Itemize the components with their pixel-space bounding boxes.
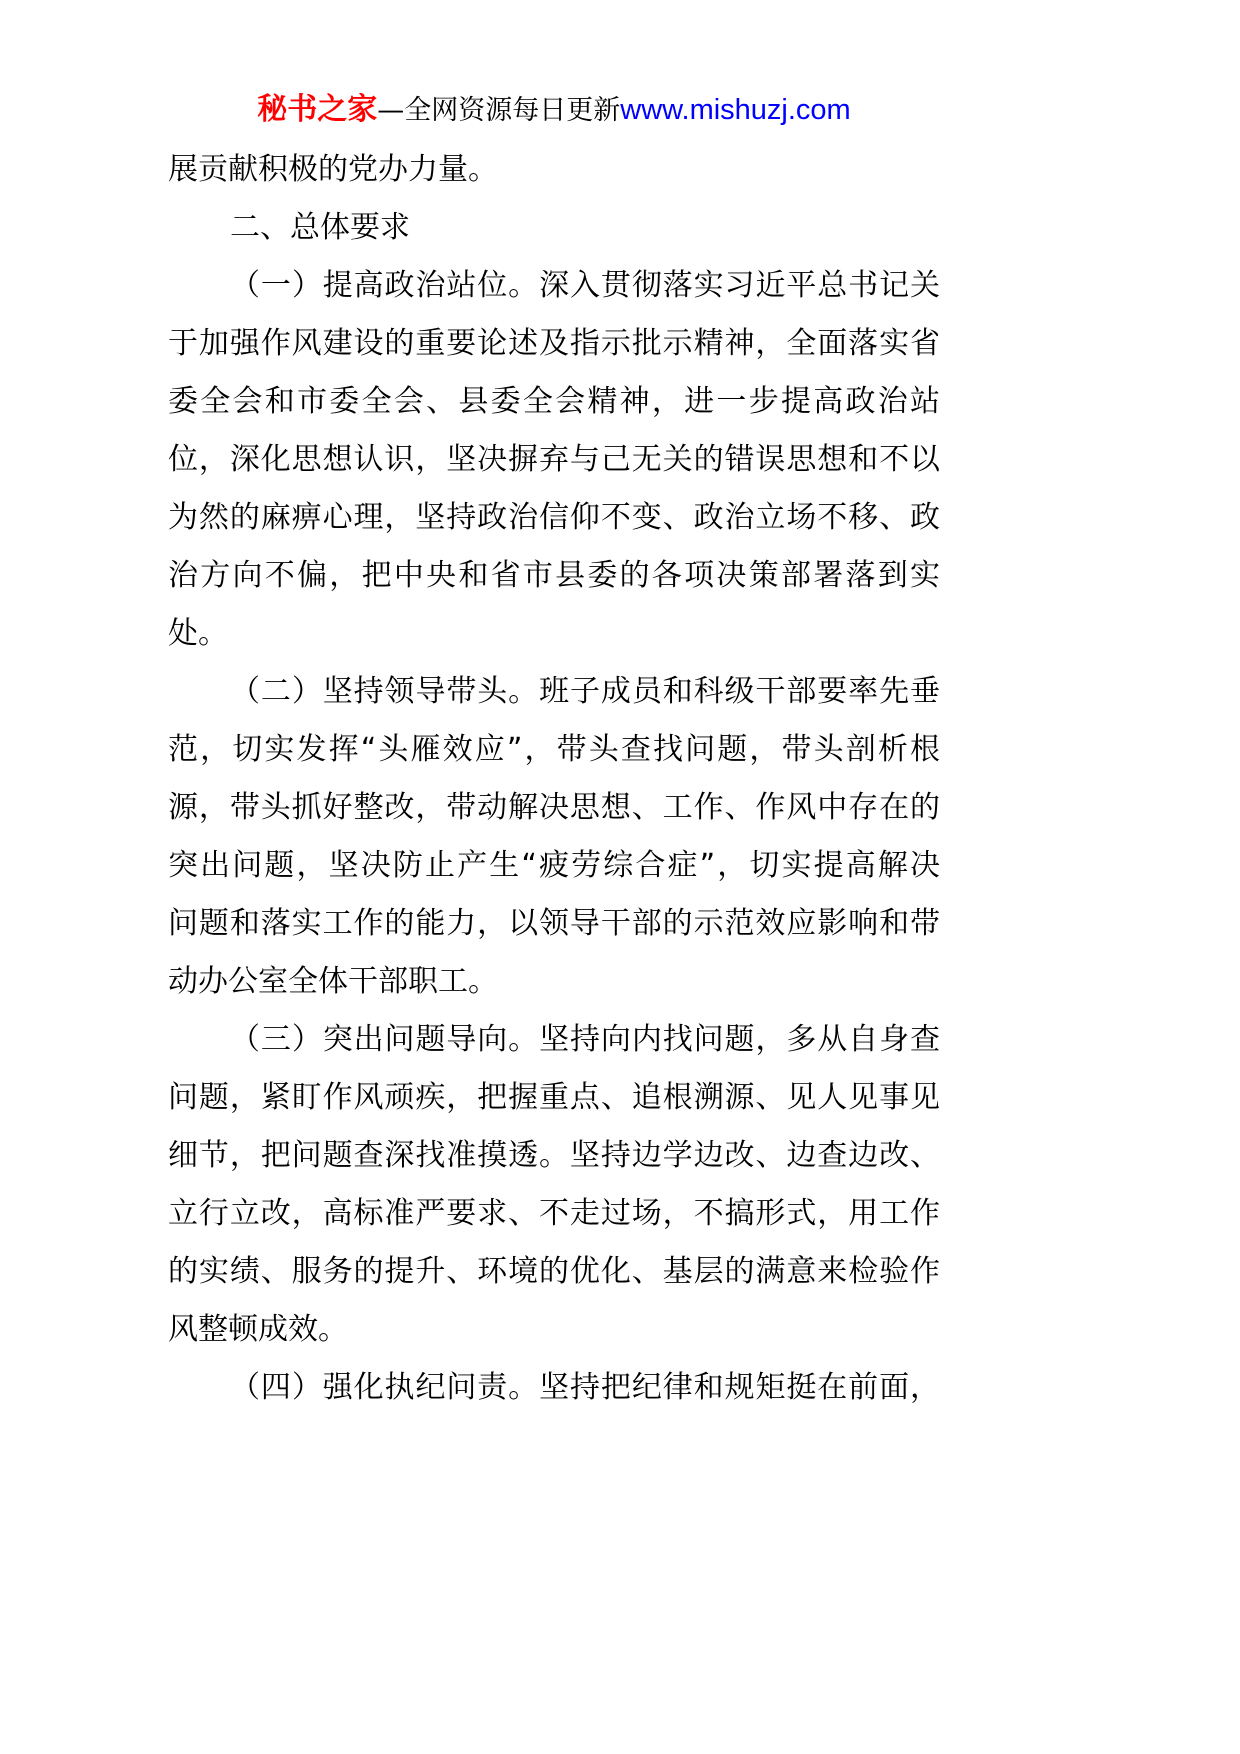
- site-brand: 秘书之家: [257, 92, 378, 127]
- requirement-item-1: [168, 257, 940, 663]
- text-line: （四）强化执纪问责。坚持把纪律和规矩挺在前面，: [230, 1370, 940, 1405]
- text-line: （二）坚持领导带头。班子成员和科级干部要率先垂: [230, 674, 940, 709]
- text-line: 风整顿成效。: [168, 1312, 348, 1347]
- requirement-item-3: [168, 1011, 940, 1359]
- text-line: 位，深化思想认识，坚决摒弃与己无关的错误思想和不以: [168, 442, 940, 477]
- site-url-link[interactable]: www.mishuzj.com: [620, 94, 851, 126]
- text-line: 的实绩、服务的提升、环境的优化、基层的满意来检验作: [168, 1254, 940, 1289]
- text-line: 为然的麻痹心理，坚持政治信仰不变、政治立场不移、政: [168, 500, 940, 535]
- site-tagline: —全网资源每日更新: [377, 95, 621, 126]
- paragraph-continued: [168, 141, 940, 199]
- text-line: 问题和落实工作的能力，以领导干部的示范效应影响和带: [168, 906, 940, 941]
- text-line: 委全会和市委全会、县委全会精神，进一步提高政治站: [168, 384, 940, 419]
- requirement-item-4: [168, 1359, 940, 1417]
- site-header: [168, 88, 940, 132]
- text-line: 细节，把问题查深找准摸透。坚持边学边改、边查边改、: [168, 1138, 940, 1173]
- requirement-item-2: [168, 663, 940, 1011]
- text-line: （一）提高政治站位。深入贯彻落实习近平总书记关: [230, 268, 940, 303]
- text-line: 于加强作风建设的重要论述及指示批示精神，全面落实省: [168, 326, 940, 361]
- text-line: 源，带头抓好整改，带动解决思想、工作、作风中存在的: [168, 790, 940, 825]
- text-line: 问题，紧盯作风顽疾，把握重点、追根溯源、见人见事见: [168, 1080, 940, 1115]
- section-heading: [168, 199, 940, 257]
- text-line: 治方向不偏，把中央和省市县委的各项决策部署落到实: [168, 558, 940, 593]
- text-line: 突出问题，坚决防止产生“疲劳综合症”，切实提高解决: [168, 848, 940, 883]
- section-heading-text: 二、总体要求: [230, 210, 410, 245]
- text-line: 范，切实发挥“头雁效应”，带头查找问题，带头剖析根: [168, 732, 940, 767]
- document-body: [168, 141, 940, 1417]
- text-line: 动办公室全体干部职工。: [168, 964, 498, 999]
- text-line: 展贡献积极的党办力量。: [168, 152, 498, 187]
- text-line: （三）突出问题导向。坚持向内找问题，多从自身查: [230, 1022, 940, 1057]
- text-line: 立行立改，高标准严要求、不走过场，不搞形式，用工作: [168, 1196, 940, 1231]
- text-line: 处。: [168, 616, 228, 651]
